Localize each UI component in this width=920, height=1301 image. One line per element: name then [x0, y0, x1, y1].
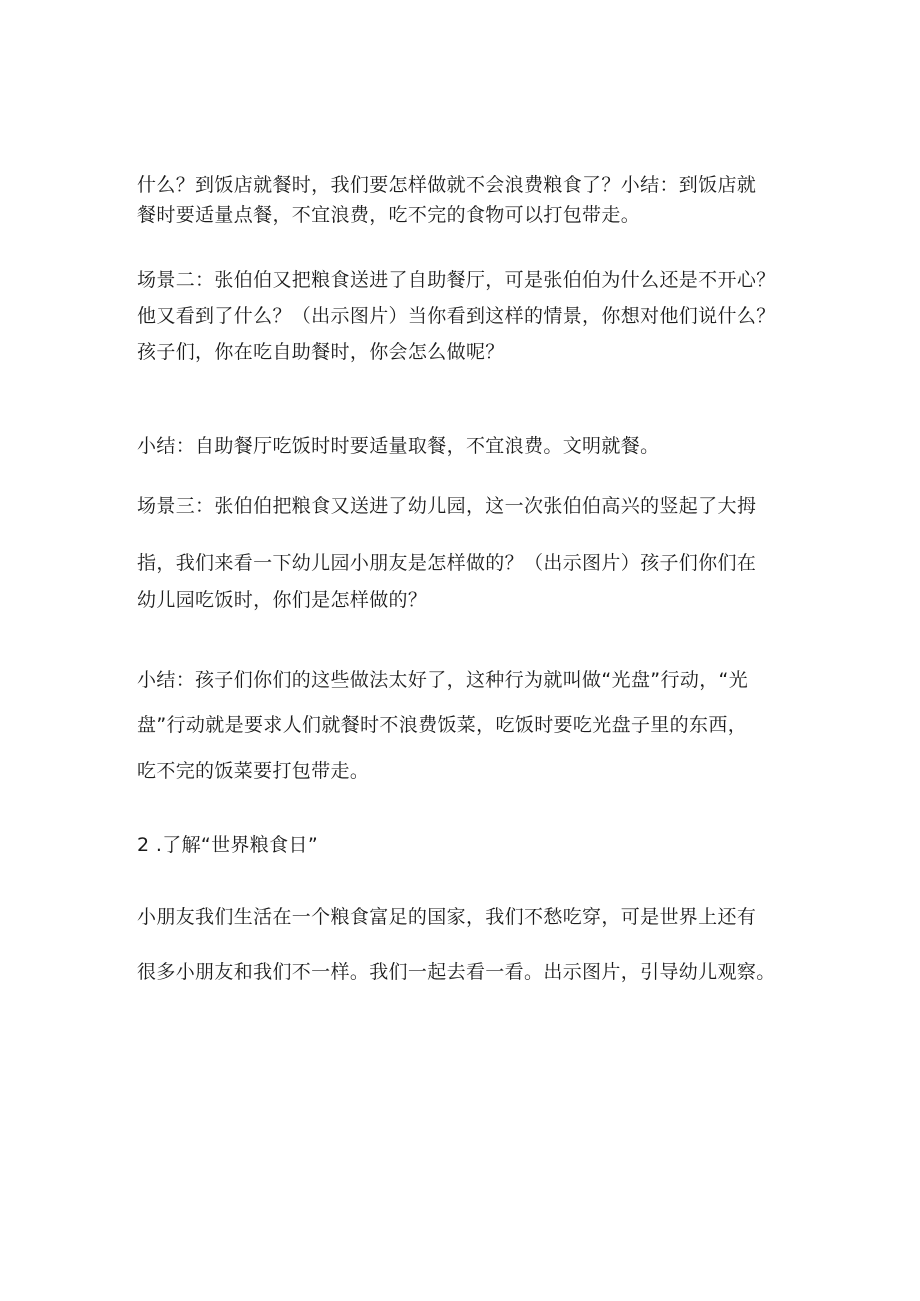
- text-line: 吃不完的饭菜要打包带走。: [137, 760, 370, 782]
- text-line: 小结：孩子们你们的这些做法太好了，这种行为就叫做“光盘”行动，“光: [137, 669, 749, 691]
- text-line: 很多小朋友和我们不一样。我们一起去看一看。出示图片，引导幼儿观察。: [137, 961, 776, 983]
- section-heading: 2 .了解“世界粮食日”: [137, 834, 319, 856]
- text-line: 小结：自助餐厅吃饭时时要适量取餐，不宜浪费。文明就餐。: [137, 435, 660, 457]
- text-line: 指，我们来看一下幼儿园小朋友是怎样做的？（出示图片）孩子们你们在: [137, 552, 757, 574]
- text-line: 孩子们，你在吃自助餐时，你会怎么做呢？: [137, 341, 505, 363]
- text-line: 场景三：张伯伯把粮食又送进了幼儿园，这一次张伯伯高兴的竖起了大拇: [137, 495, 757, 517]
- text-line: 餐时要适量点餐，不宜浪费，吃不完的食物可以打包带走。: [137, 204, 641, 226]
- text-line: 他又看到了什么？（出示图片）当你看到这样的情景，你想对他们说什么？: [137, 305, 776, 327]
- text-line: 什么？到饭店就餐时，我们要怎样做就不会浪费粮食了？小结：到饭店就: [137, 174, 757, 196]
- text-line: 盘”行动就是要求人们就餐时不浪费饭菜，吃饭时要吃光盘子里的东西，: [137, 714, 748, 736]
- text-line: 幼儿园吃饭时，你们是怎样做的？: [137, 589, 428, 611]
- text-line: 小朋友我们生活在一个粮食富足的国家，我们不愁吃穿，可是世界上还有: [137, 906, 757, 928]
- text-line: 场景二：张伯伯又把粮食送进了自助餐厅，可是张伯伯为什么还是不开心？: [137, 269, 776, 291]
